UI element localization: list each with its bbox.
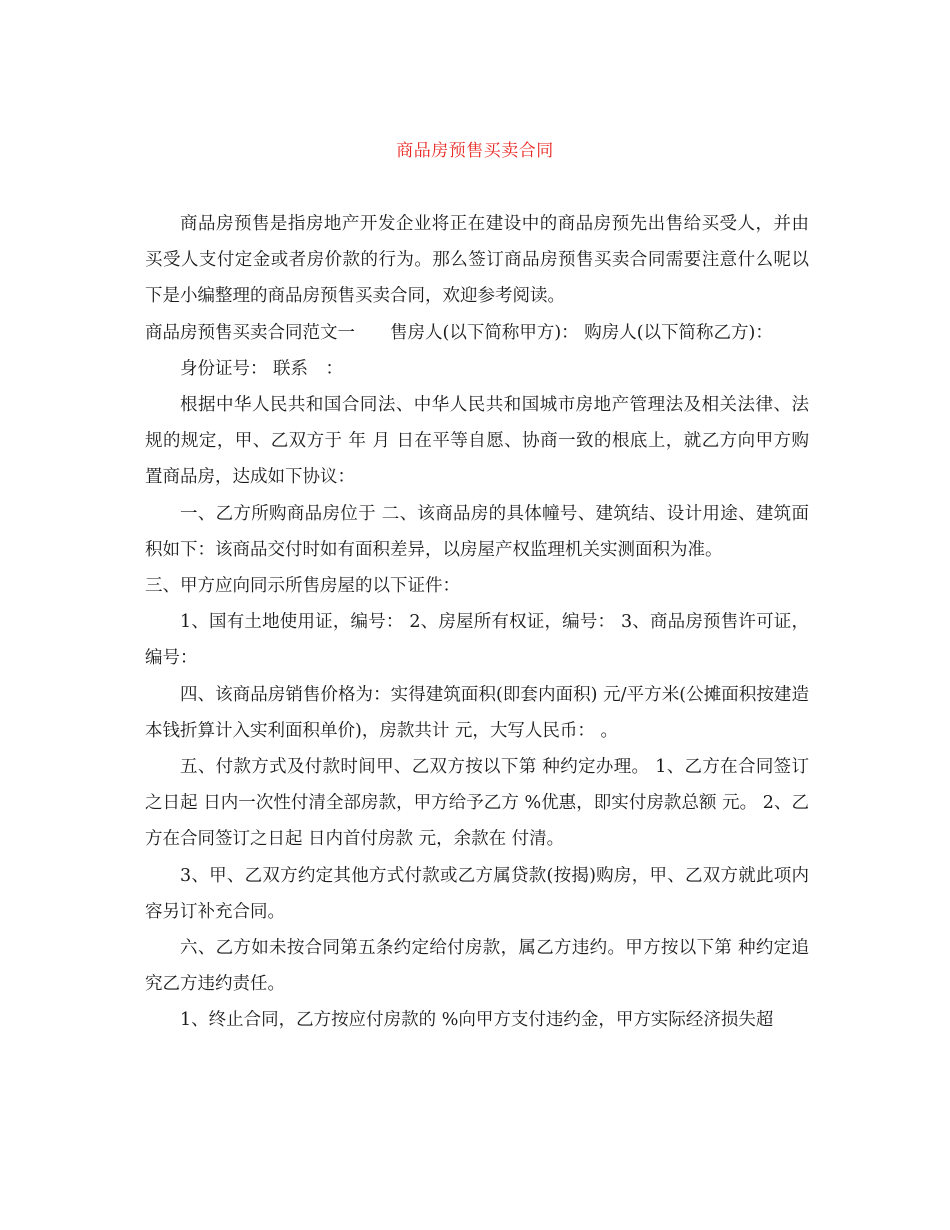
paragraph-payment-other: 3、甲、乙双方约定其他方式付款或乙方属贷款(按揭)购房，甲、乙双方就此项内容另订补充合同。 <box>145 865 809 922</box>
paragraph-intro: 商品房预售是指房地产开发企业将正在建设中的商品房预先出售给买受人，并由买受人支付定金或者房价款的行为。那么签订商品房预售买卖合同需要注意什么呢以下是小编整理的商品房预售买卖合同，欢迎参考阅读。 <box>145 214 809 307</box>
paragraph-clause-4-price: 四、该商品房销售价格为：实得建筑面积(即套内面积) 元/平方米(公摊面积按建造本钱折算计入实利面积单价)，房款共计 元，大写人民币： 。 <box>145 684 809 741</box>
paragraph-parties: 商品房预售买卖合同范文一 售房人(以下简称甲方)： 购房人(以下简称乙方)： <box>145 322 773 343</box>
paragraph-clause-6-breach: 六、乙方如未按合同第五条约定给付房款，属乙方违约。甲方按以下第 种约定追究乙方违约责任。 <box>145 938 809 995</box>
document-body <box>145 206 809 1039</box>
paragraph-id-contact: 身份证号： 联系 ： <box>180 358 344 379</box>
paragraph-clause-5-payment: 五、付款方式及付款时间甲、乙双方按以下第 种约定办理。 1、乙方在合同签订之日起 日内一次性付清全部房款，甲方给予乙方 %优惠，即实付房款总额 元。 2、乙方在合同签订之日起 日内首付房款 元，余款在 付清。 <box>145 757 809 850</box>
paragraph-clause-1-2: 一、乙方所购商品房位于 二、该商品房的具体幢号、建筑结、设计用途、建筑面积如下：该商品交付时如有面积差异，以房屋产权监理机关实测面积为准。 <box>145 503 809 560</box>
document-title: 商品房预售买卖合同 <box>396 141 554 161</box>
paragraph-legal-basis: 根据中华人民共和国合同法、中华人民共和国城市房地产管理法及相关法律、法规的规定，甲、乙双方于 年 月 日在平等自愿、协商一致的根底上，就乙方向甲方购置商品房，达成如下协议： <box>145 395 809 488</box>
paragraph-clause-3: 三、甲方应向同示所售房屋的以下证件： <box>145 576 460 597</box>
paragraph-termination: 1、终止合同，乙方按应付房款的 %向甲方支付违约金，甲方实际经济损失超 <box>180 1010 774 1031</box>
paragraph-certificates: 1、国有土地使用证，编号： 2、房屋所有权证，编号： 3、商品房预售许可证，编号： <box>145 612 809 669</box>
